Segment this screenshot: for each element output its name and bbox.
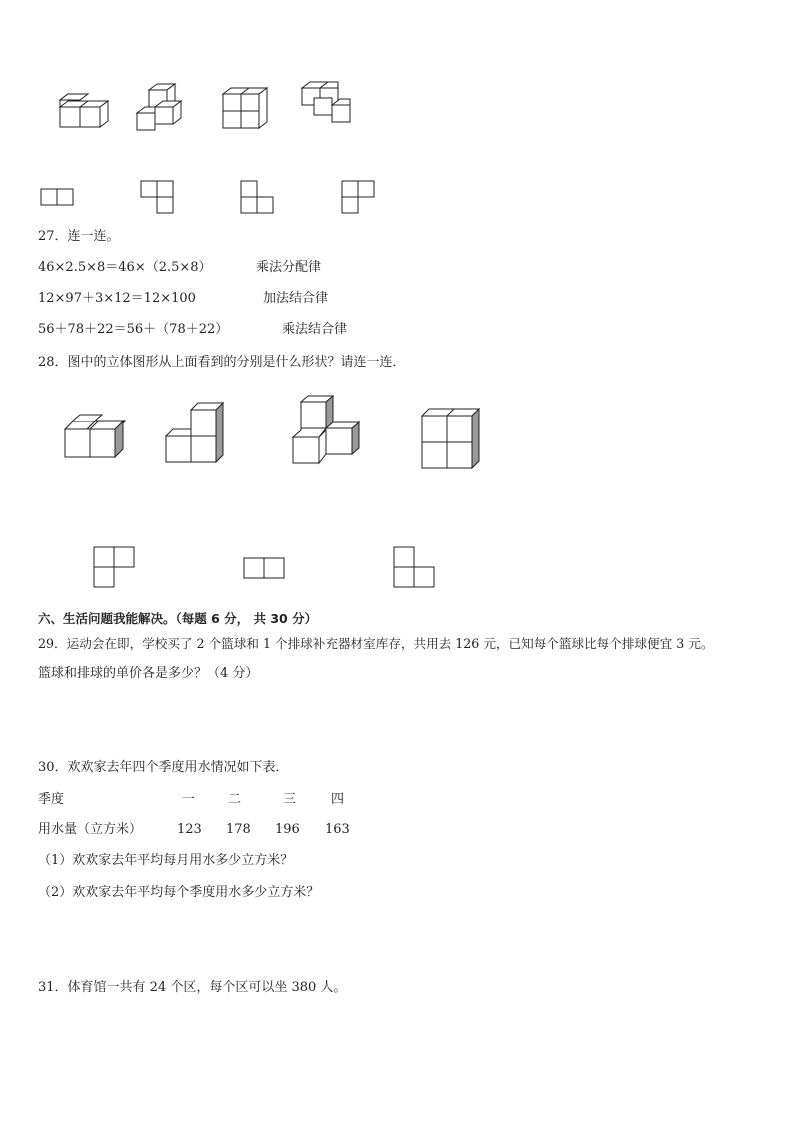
q27-expression-3: 56＋78＋22＝56＋（78＋22）	[38, 322, 229, 337]
q30-sub-question-1: （1）欢欢家去年平均每月用水多少立方米？	[38, 853, 294, 868]
q30-season-1: 一	[182, 792, 196, 807]
q28-solid-figure-1	[62, 412, 132, 462]
q30-value-4: 163	[325, 822, 350, 837]
q30-value-2: 178	[226, 822, 251, 837]
q31-line: 31．体育馆一共有 24 个区，每个区可以坐 380 人。	[38, 980, 347, 995]
q29-line-1: 29．运动会在即，学校买了 2 个篮球和 1 个排球补充器材室库存，共用去 126 元，已知每个篮球比每个排球便宜 3 元。	[38, 636, 714, 651]
q29-line-2: 篮球和排球的单价各是多少？（4 分）	[38, 666, 259, 681]
q30-value-3: 196	[275, 822, 300, 837]
q27-expression-2: 12×97＋3×12＝12×100	[38, 291, 196, 306]
q28-plan-view-1	[93, 546, 138, 591]
q30-season-4: 四	[331, 792, 345, 807]
q30-title: 30．欢欢家去年四个季度用水情况如下表．	[38, 760, 289, 775]
q28-plan-view-2	[243, 557, 288, 582]
q28-title: 28．图中的立体图形从上面看到的分别是什么形状？请连一连．	[38, 355, 406, 370]
q30-table-header-label: 季度	[38, 792, 65, 807]
q30-sub-question-2: （2）欢欢家去年平均每个季度用水多少立方米？	[38, 885, 320, 900]
plan-view-4	[341, 180, 381, 220]
top-solid-figure-2	[135, 82, 190, 132]
plan-view-1	[40, 188, 80, 210]
q27-expression-1: 46×2.5×8＝46×（2.5×8）	[38, 260, 212, 275]
q27-title: 27．连一连。	[38, 229, 120, 244]
plan-view-3	[240, 180, 280, 220]
q30-season-2: 二	[228, 792, 242, 807]
q30-table-row-label: 用水量（立方米）	[38, 822, 143, 837]
q27-law-3: 乘法结合律	[282, 322, 348, 337]
q30-value-1: 123	[177, 822, 202, 837]
top-solid-figure-1	[55, 95, 105, 135]
q28-plan-view-3	[393, 546, 438, 591]
q27-law-1: 乘法分配律	[256, 260, 322, 275]
q28-solid-figure-2	[163, 400, 233, 465]
q28-solid-figure-4	[418, 406, 488, 471]
top-solid-figure-3	[220, 86, 270, 131]
q30-season-3: 三	[283, 792, 297, 807]
plan-view-2	[140, 180, 180, 220]
top-solid-figure-4	[300, 78, 355, 133]
q27-law-2: 加法结合律	[263, 291, 329, 306]
q28-solid-figure-3	[290, 394, 365, 466]
section-6-header: 六、生活问题我能解决。（每题 6 分， 共 30 分）	[38, 611, 318, 626]
